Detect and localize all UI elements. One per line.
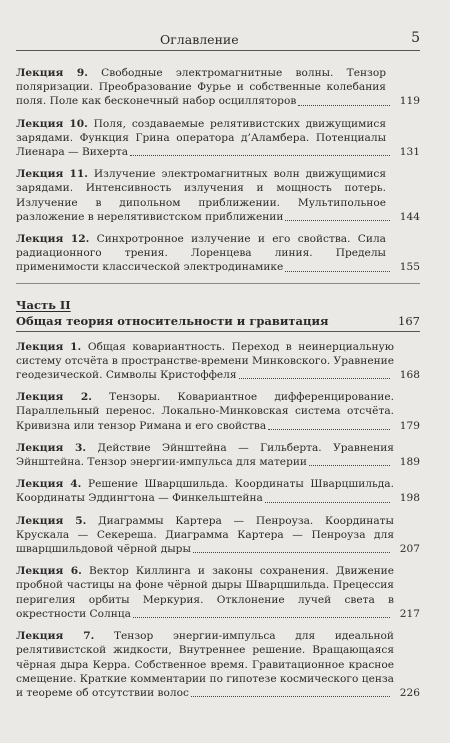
entry-label: Лекция 4.	[16, 478, 82, 491]
entry-text: Действие Эйнштейна — Гильберта. Уравнения Эйнштейна. Тензор энергии-импульса для материи	[16, 441, 394, 469]
section-page: 167	[398, 313, 420, 328]
entry-text: Поля, создаваемые релятивистских движущимися зарядами. Функция Грина оператора д’Аламбера. Потенциалы Лиенара — Вихерта	[16, 117, 386, 159]
toc-entry	[16, 564, 420, 621]
section-title: Общая теория относительности и гравитация	[16, 313, 329, 328]
part1-entries	[16, 66, 420, 275]
toc-content	[16, 66, 420, 708]
entry-label: Лекция 3.	[16, 441, 87, 454]
part-divider	[16, 283, 420, 284]
page-header	[16, 26, 420, 51]
dot-leader	[298, 104, 390, 106]
dot-leader	[133, 616, 390, 618]
dot-leader	[285, 270, 390, 272]
entry-page: 168	[399, 369, 420, 382]
toc-entry	[16, 340, 420, 383]
entry-page: 217	[399, 607, 420, 620]
entry-page: 226	[399, 686, 420, 699]
entry-label: Лекция 5.	[16, 514, 87, 527]
entry-text: Общая ковариантность. Переход в неинерциальную систему отсчёта в пространстве-времени Минковского. Уравнение геодезической. Символы Кристоффеля	[16, 340, 394, 382]
dot-leader	[285, 219, 390, 221]
entry-text: Вектор Киллинга и законы сохранения. Движение пробной частицы на фоне чёрной дыры Шварцшильда. Прецессия перигелия орбиты Меркурия. Отклонение лучей света в окрестности Солнца	[16, 565, 394, 620]
toc-entry	[16, 167, 420, 224]
toc-entry	[16, 66, 420, 109]
dot-leader	[130, 154, 390, 156]
entry-text: Излучение электромагнитных волн движущимися зарядами. Интенсивность излучения и мощность потерь. Излучение в дипольном приближении. Мультипольное разложение в нерелятивистском приближении	[16, 168, 386, 223]
entry-text: Синхротронное излучение и его свойства. Сила радиационного трения. Лоренцева линия. Пределы применимости классической электродинамике	[16, 233, 386, 274]
entry-page: 131	[399, 146, 420, 159]
entry-page: 189	[399, 456, 420, 469]
dot-leader	[309, 464, 390, 466]
toc-entry	[16, 117, 420, 160]
entry-page: 155	[399, 261, 420, 274]
entry-page: 198	[399, 492, 420, 505]
dot-leader	[265, 501, 390, 503]
dot-leader	[268, 428, 390, 430]
header-page-number: 5	[411, 30, 420, 46]
entry-text: Решение Шварцшильда. Координаты Шварцшильда. Координаты Эддингтона — Финкельштейна	[16, 478, 394, 505]
entry-text: Свободные электромагнитные волны. Тензор поляризации. Преобразование Фурье и собственные колебания поля. Поле как бесконечный набор осцилляторов	[16, 67, 386, 108]
entry-page: 119	[399, 95, 420, 108]
entry-label: Лекция 10.	[16, 117, 88, 130]
dot-leader	[193, 551, 390, 553]
part-label: Часть II	[16, 297, 71, 312]
toc-entry	[16, 514, 420, 557]
dot-leader	[191, 695, 390, 697]
toc-entry	[16, 390, 420, 433]
part2-entries	[16, 340, 420, 700]
entry-label: Лекция 9.	[16, 67, 88, 79]
entry-page: 207	[399, 543, 420, 556]
entry-label: Лекция 11.	[16, 168, 88, 181]
toc-entry	[16, 441, 420, 469]
entry-label: Лекция 12.	[16, 233, 90, 246]
entry-page: 144	[399, 210, 420, 223]
entry-label: Лекция 7.	[16, 630, 95, 643]
header-title: Оглавление	[160, 32, 239, 47]
toc-entry	[16, 629, 420, 700]
entry-label: Лекция 6.	[16, 565, 82, 578]
entry-text: Тензор энергии-импульса для идеальной релятивистской жидкости, Внутреннее решение. Вращающаяся чёрная дыра Керра. Собственное время. Гравитационное красное смещение. Краткие комментарии по гипотезе космического ценза и теореме об отсутствии волос	[16, 630, 394, 699]
section-title-row	[16, 314, 420, 332]
toc-entry	[16, 477, 420, 505]
entry-label: Лекция 2.	[16, 391, 92, 404]
entry-page: 179	[399, 419, 420, 432]
dot-leader	[239, 377, 390, 379]
entry-text: Диаграммы Картера — Пенроуза. Координаты Крускала — Секереша. Диаграмма Картера — Пенроуза для шварцшильдовой чёрной дыры	[16, 514, 394, 556]
entry-label: Лекция 1.	[16, 340, 82, 353]
entry-text: Тензоры. Ковариантное дифференцирование. Параллельный перенос. Локально-Минковская система отсчёта. Кривизна или тензор Римана и его свойства	[16, 391, 394, 432]
toc-entry	[16, 232, 420, 275]
